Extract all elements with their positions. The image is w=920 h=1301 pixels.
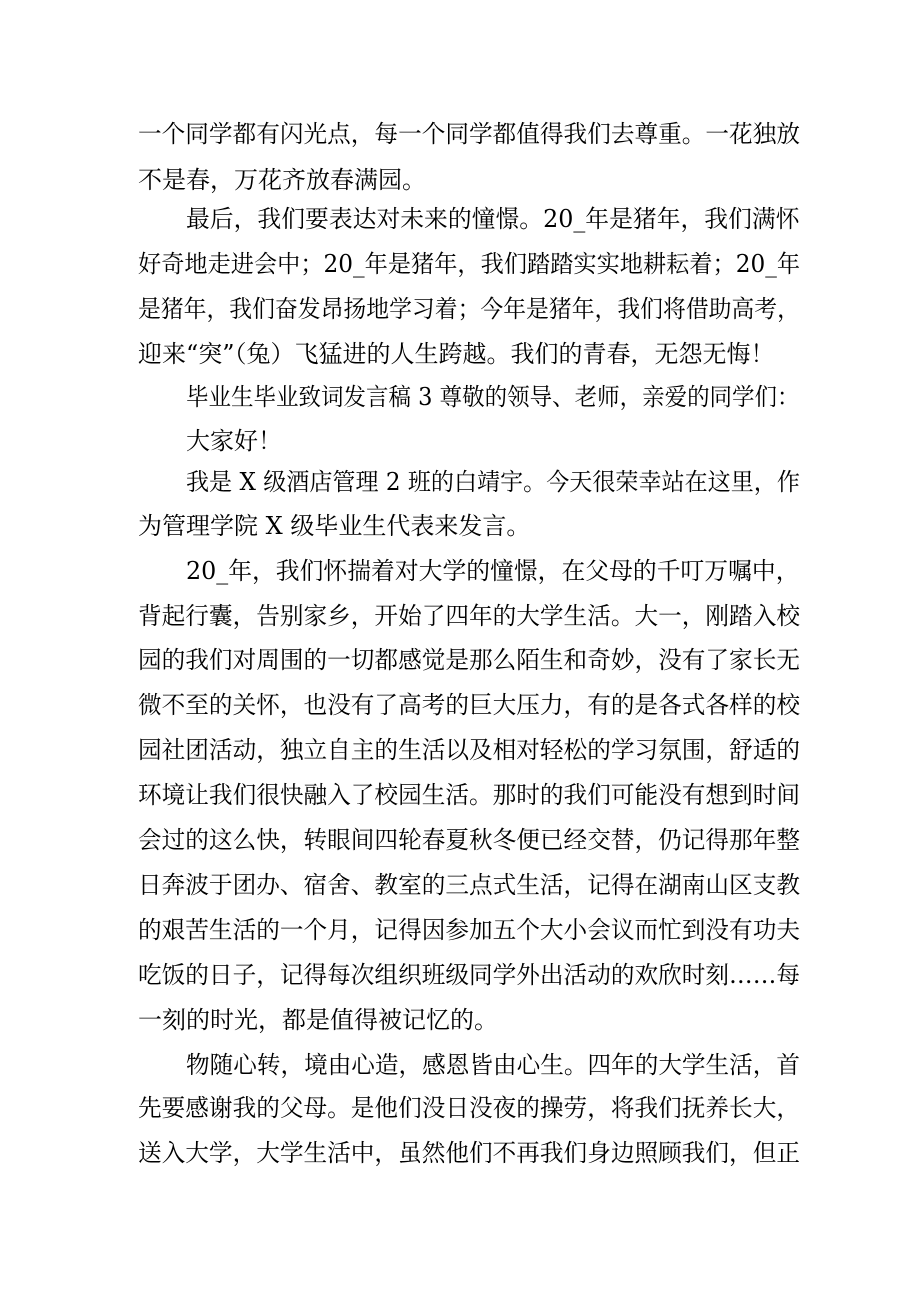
text-line: 毕业生毕业致词发言稿 3 尊敬的领导、老师，亲爱的同学们： bbox=[186, 383, 800, 411]
text-line: 送入大学，大学生活中，虽然他们不再我们身边照顾我们，但正 bbox=[138, 1139, 800, 1167]
text-line: 迎来“突”（兔）飞猛进的人生跨越。我们的青春，无怨无悔！ bbox=[138, 340, 775, 368]
text-line: 环境让我们很快融入了校园生活。那时的我们可能没有想到时间 bbox=[138, 781, 800, 809]
text-line: 吃饭的日子，记得每次组织班级同学外出活动的欢欣时刻……每 bbox=[138, 961, 800, 989]
text-line: 20_年，我们怀揣着对大学的憧憬，在父母的千叮万嘱中， bbox=[186, 557, 800, 585]
text-line: 一刻的时光，都是值得被记忆的。 bbox=[138, 1006, 498, 1034]
text-line: 好奇地走进会中；20_年是猪年，我们踏踏实实地耕耘着；20_年 bbox=[138, 250, 801, 278]
text-line: 为管理学院 X 级毕业生代表来发言。 bbox=[138, 512, 531, 540]
text-line: 最后，我们要表达对未来的憧憬。20_年是猪年，我们满怀 bbox=[186, 205, 800, 233]
text-line: 微不至的关怀，也没有了高考的巨大压力，有的是各式各样的校 bbox=[138, 691, 800, 719]
text-line: 是猪年，我们奋发昂扬地学习着；今年是猪年，我们将借助高考， bbox=[138, 295, 800, 323]
text-line: 园社团活动，独立自主的生活以及相对轻松的学习氛围，舒适的 bbox=[138, 736, 800, 764]
text-line: 大家好！ bbox=[186, 427, 282, 455]
text-line: 我是 X 级酒店管理 2 班的白靖宇。今天很荣幸站在这里，作 bbox=[186, 468, 800, 496]
text-line: 园的我们对周围的一切都感觉是那么陌生和奇妙，没有了家长无 bbox=[138, 646, 800, 674]
text-line: 会过的这么快，转眼间四轮春夏秋冬便已经交替，仍记得那年整 bbox=[138, 826, 800, 854]
text-line: 的艰苦生活的一个月，记得因参加五个大小会议而忙到没有功夫 bbox=[138, 916, 800, 944]
text-line: 不是春，万花齐放春满园。 bbox=[138, 166, 426, 194]
text-line: 先要感谢我的父母。是他们没日没夜的操劳，将我们抚养长大， bbox=[138, 1094, 800, 1122]
text-line: 日奔波于团办、宿舍、教室的三点式生活，记得在湖南山区支教 bbox=[138, 871, 800, 899]
text-line: 背起行囊，告别家乡，开始了四年的大学生活。大一，刚踏入校 bbox=[138, 602, 800, 630]
text-line: 物随心转，境由心造，感恩皆由心生。四年的大学生活，首 bbox=[186, 1051, 801, 1079]
text-line: 一个同学都有闪光点，每一个同学都值得我们去尊重。一花独放 bbox=[138, 120, 800, 148]
